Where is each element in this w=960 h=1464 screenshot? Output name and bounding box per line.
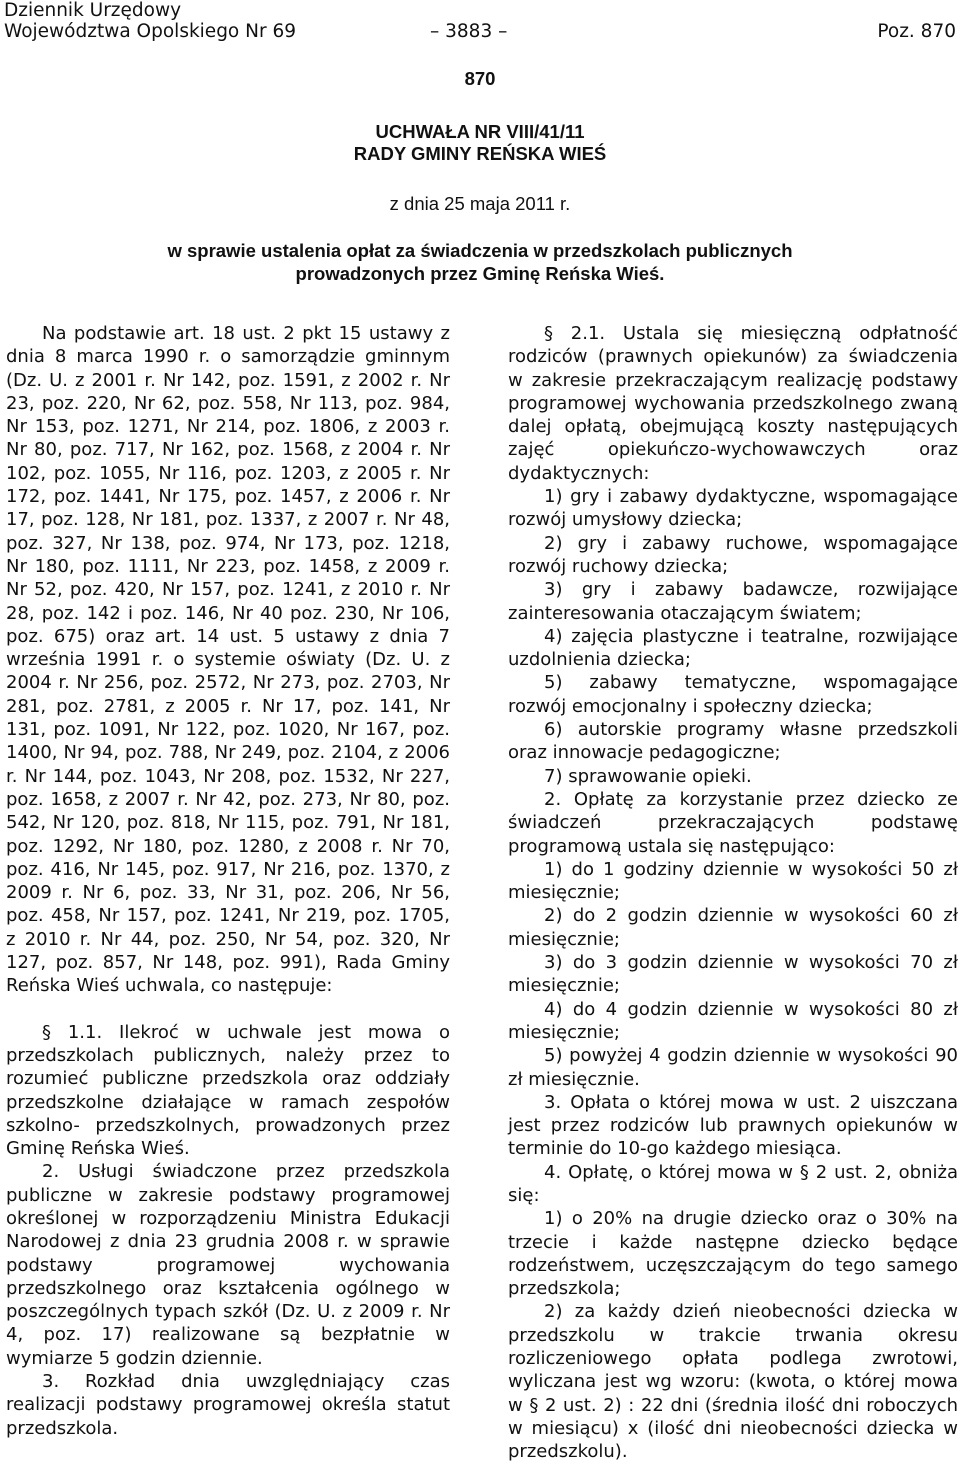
- fee-item-2: 2) do 2 godzin dziennie w wysokości 60 zł miesięcznie;: [508, 905, 958, 950]
- subject-line-2: prowadzonych przez Gminę Reńska Wieś.: [295, 263, 665, 284]
- discount-item-1: 1) o 20% na drugie dziecko oraz o 30% na trzecie i każde następne dziecko będące rodzeństwem, uczęszczającym do tego samego przedszkola;: [508, 1208, 958, 1300]
- fee-item-3: 3) do 3 godzin dziennie w wysokości 70 zł miesięcznie;: [508, 952, 958, 997]
- activity-item-2: 2) gry i zabawy ruchowe, wspomagające rozwój ruchowy dziecka;: [508, 532, 958, 577]
- activity-item-1: 1) gry i zabawy dydaktyczne, wspomagające rozwój umysłowy dziecka;: [508, 486, 958, 531]
- paragraph-2-point-1: § 2.1. Ustala się miesięczną odpłatność rodziców (prawnych opiekunów) za świadczenia w zakresie przekraczającym realizację podstawy programowej wychowania przedszkolnego zwaną dalej opłatą, obejmującą koszty następujących zajęć opiekuńczo-wychowawczych oraz dydaktycznych:: [508, 323, 958, 484]
- activity-item-4: 4) zajęcia plastyczne i teatralne, rozwijające uzdolnienia dziecka;: [508, 625, 958, 671]
- legal-basis: Na podstawie art. 18 ust. 2 pkt 15 ustawy z dnia 8 marca 1990 r. o samorządzie gminnym (Dz. U. z 2001 r. Nr 142, poz. 1591, z 2002 r. Nr 23, poz. 220, Nr 62, poz. 558, Nr 113, poz. 984, Nr 153, poz. 1271, Nr 214, poz. 1806, z 2003 r. Nr 80, poz. 717, Nr 162, poz. 1568, z 2004 r. Nr 102, poz. 1055, Nr 116, poz. 1203, z 2005 r. Nr 172, poz. 1441, Nr 175, poz. 1457, z 2006 r. Nr 17, poz. 128, Nr 181, poz. 1337, z 2007 r. Nr 48, poz. 327, Nr 138, poz. 974, Nr 173, poz. 1218, Nr 180, poz. 1111, Nr 223, poz. 1458, z 2009 r. Nr 52, poz. 420, Nr 157, poz. 1241, z 2010 r. Nr 28, poz. 142 i poz. 146, Nr 40 poz. 230, Nr 106, poz. 675) oraz art. 14 ust. 5 ustawy z dnia 7 września 1991 r. o systemie oświaty (Dz. U. z 2004 r. Nr 256, poz. 2572, Nr 273, poz. 2703, Nr 281, poz. 2781, z 2005 r. Nr 17, poz. 141, Nr 131, poz. 1091, Nr 122, poz. 1020, Nr 167, poz. 1400, Nr 94, poz. 788, Nr 249, poz. 2104, z 2006 r. Nr 144, poz. 1043, Nr 208, poz. 1532, Nr 227, poz. 1658, z 2007 r. Nr 42, poz. 273, Nr 80, poz. 542, Nr 120, poz. 818, Nr 115, poz. 791, Nr 181, poz. 1292, Nr 180, poz. 1280, z 2008 r. Nr 70, poz. 416, Nr 145, poz. 917, Nr 216, poz. 1370, z 2009 r. Nr 6, poz. 33, Nr 31, poz. 206, Nr 56, poz. 458, Nr 157, poz. 1241, Nr 219, poz. 1705, z 2010 r. Nr 44, poz. 250, Nr 54, poz. 320, Nr 127, poz. 857, Nr 148, poz. 991), Rada Gminy Reńska Wieś uchwala, co następuje:: [6, 323, 450, 997]
- subject-line-1: w sprawie ustalenia opłat za świadczenia w przedszkolach publicznych: [167, 240, 793, 261]
- resolution-date: z dnia 25 maja 2011 r.: [389, 193, 571, 214]
- position-number: Poz. 870: [877, 21, 956, 42]
- paragraph-2-point-2: 2. Opłatę za korzystanie przez dziecko ze świadczeń przekraczających podstawę programową ustala się następująco:: [508, 788, 958, 857]
- page-number: – 3883 –: [430, 21, 508, 42]
- journal-title: Dziennik Urzędowy: [4, 0, 182, 21]
- fee-item-5: 5) powyżej 4 godzin dziennie w wysokości 90 zł miesięcznie.: [508, 1045, 958, 1090]
- paragraph-2-point-3: 3. Opłata o której mowa w ust. 2 uiszczana jest przez rodziców lub prawnych opiekunów w terminie do 10-go każdego miesiąca.: [508, 1091, 958, 1160]
- page-header: [0, 0, 960, 48]
- left-column: [6, 322, 450, 1440]
- paragraph-1-point-2: 2. Usługi świadczone przez przedszkola publiczne w zakresie podstawy programowej określonej w rozporządzeniu Ministra Edukacji Narodowej z dnia 23 grudnia 2008 r. w sprawie podstawy programowej wychowania przedszkolnego oraz kształcenia ogólnego w poszczególnych typach szkół (Dz. U. z 2009 r. Nr 4, poz. 17) realizowane są bezpłatnie w wymiarze 5 godzin dziennie.: [6, 1161, 450, 1369]
- fee-item-1: 1) do 1 godziny dziennie w wysokości 50 zł miesięcznie;: [508, 858, 958, 904]
- paragraph-1-point-1: § 1.1. Ilekroć w uchwale jest mowa o przedszkolach publicznych, należy przez to rozumieć publiczne przedszkola oraz oddziały przedszkolne działające w ramach zespołów szkolno- przedszkolnych, prowadzonych przez Gminę Reńska Wieś.: [6, 1021, 450, 1160]
- council-name: RADY GMINY REŃSKA WIEŚ: [353, 143, 607, 164]
- document-number: 870: [464, 68, 496, 89]
- activity-item-7: 7) sprawowanie opieki.: [544, 765, 752, 787]
- journal-issue: Województwa Opolskiego Nr 69: [4, 21, 296, 42]
- activity-item-6: 6) autorskie programy własne przedszkoli oraz innowacje pedagogiczne;: [508, 719, 958, 764]
- discount-item-2: 2) za każdy dzień nieobecności dziecka w przedszkolu w trakcie trwania okresu rozliczeniowego opłata podlega zwrotowi, wyliczana jest wg wzoru: (kwota, o której mowa w § 2 ust. 2) : 22 dni (średnia ilość dni roboczych w miesiącu) x (ilość dni nieobecności dziecka w przedszkolu).: [508, 1301, 958, 1463]
- activity-item-5: 5) zabawy tematyczne, wspomagające rozwój emocjonalny i społeczny dziecka;: [508, 672, 958, 717]
- paragraph-2-point-4: 4. Opłatę, o której mowa w § 2 ust. 2, obniża się:: [508, 1161, 958, 1206]
- paragraph-1-point-3: 3. Rozkład dnia uwzględniający czas realizacji podstawy programowej określa statut przedszkola.: [6, 1371, 450, 1439]
- fee-item-4: 4) do 4 godzin dziennie w wysokości 80 zł miesięcznie;: [508, 998, 958, 1043]
- resolution-title: UCHWAŁA NR VIII/41/11: [375, 121, 585, 142]
- right-column: [508, 322, 958, 1464]
- activity-item-3: 3) gry i zabawy badawcze, rozwijające zainteresowania otaczającym światem;: [508, 579, 958, 624]
